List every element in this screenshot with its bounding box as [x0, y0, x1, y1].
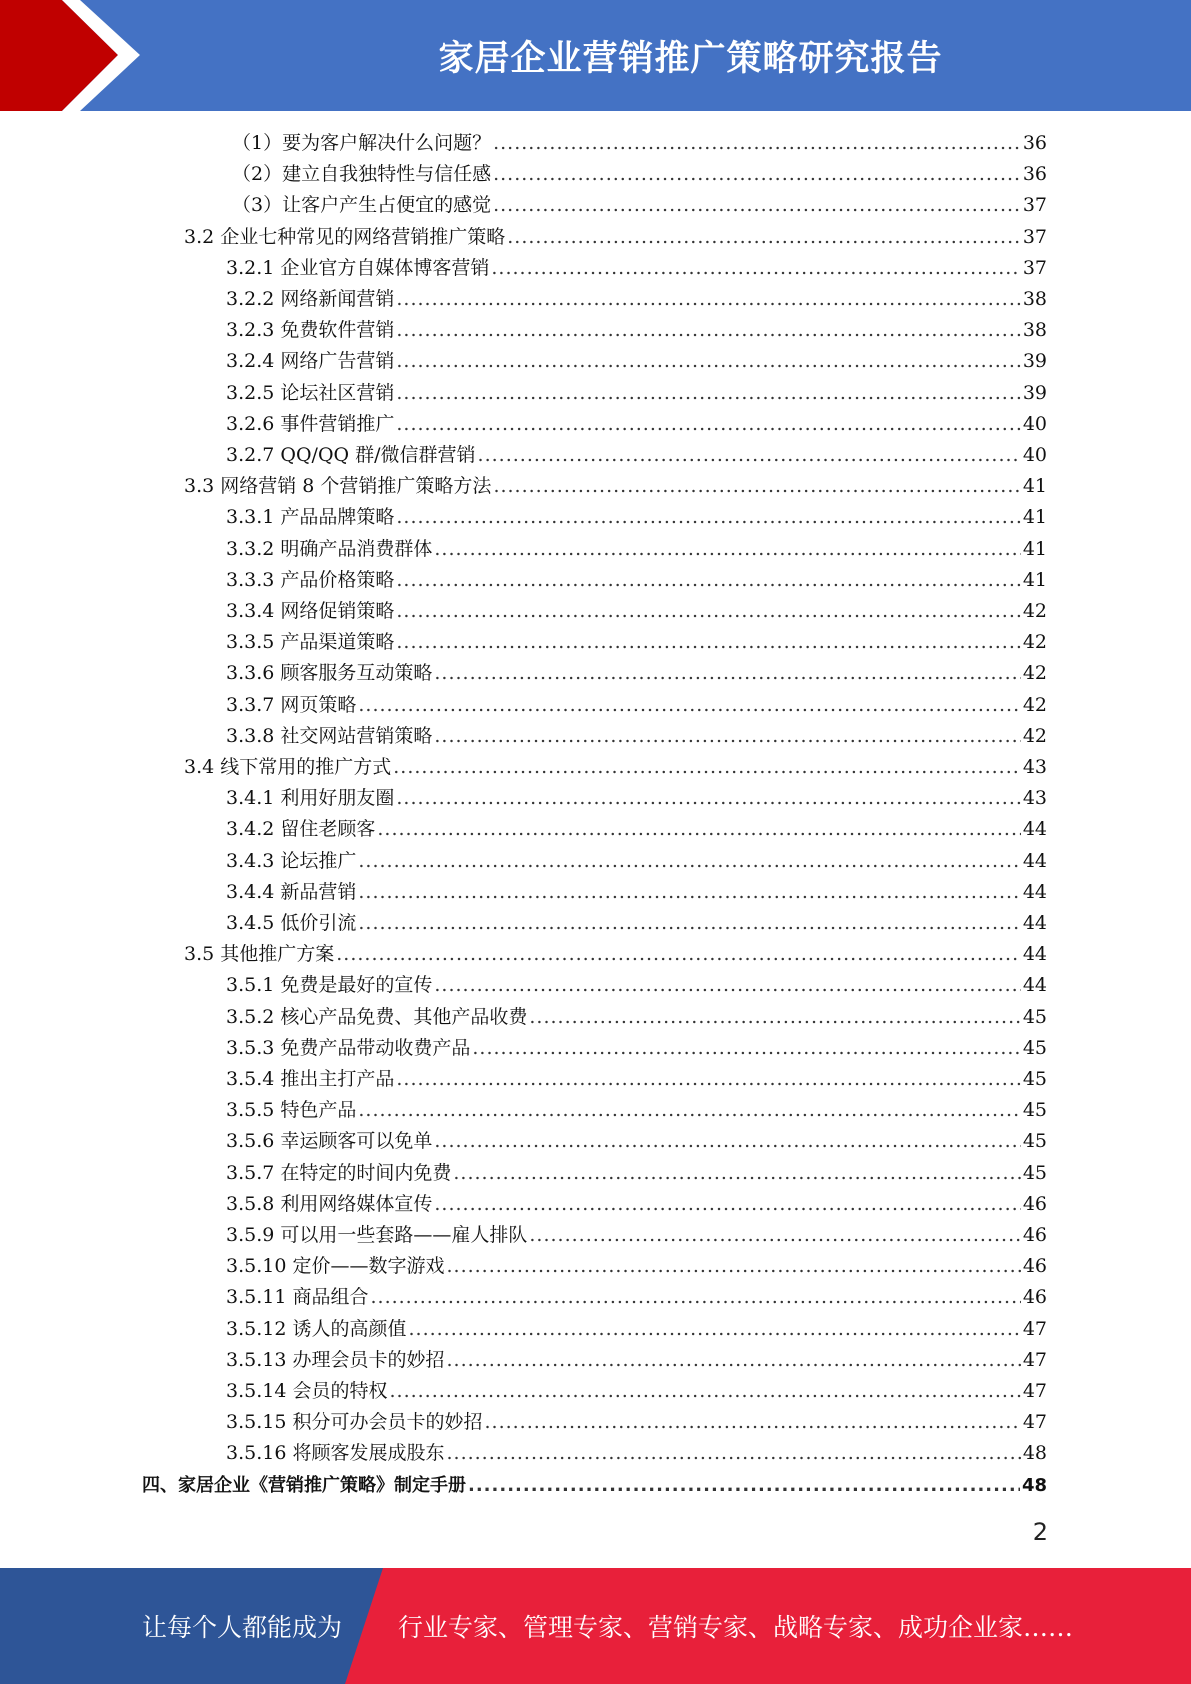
toc-entry-page: 39	[1022, 350, 1047, 372]
toc-entry-page: 41	[1022, 506, 1047, 528]
toc-dot-leader	[396, 502, 1020, 533]
toc-entry-label: 3.4.2 留住老顾客	[226, 818, 376, 840]
toc-entry-page: 40	[1022, 444, 1047, 466]
toc-entry[interactable]	[226, 1002, 1047, 1033]
toc-entry-label: 3.5.5 特色产品	[226, 1099, 357, 1121]
toc-entry-page: 46	[1022, 1255, 1047, 1277]
toc-entry-label: 3.3.2 明确产品消费群体	[226, 538, 433, 560]
toc-entry-page: 36	[1022, 132, 1047, 154]
toc-entry[interactable]	[226, 627, 1047, 658]
toc-entry[interactable]	[184, 752, 1047, 783]
toc-entry-label: 3.5.8 利用网络媒体宣传	[226, 1193, 433, 1215]
toc-entry-label: 3.2.7 QQ/QQ 群/微信群营销	[226, 444, 476, 466]
toc-entry-label: 3.3.1 产品品牌策略	[226, 506, 395, 528]
toc-entry[interactable]	[232, 190, 1047, 221]
toc-entry[interactable]	[184, 471, 1047, 502]
toc-entry-page: 45	[1022, 1006, 1047, 1028]
toc-entry-page: 40	[1022, 413, 1047, 435]
toc-entry-page: 46	[1022, 1193, 1047, 1215]
toc-entry-page: 41	[1022, 475, 1047, 497]
toc-dot-leader	[370, 1282, 1020, 1313]
toc-dot-leader	[396, 346, 1020, 377]
toc-entry[interactable]	[226, 346, 1047, 377]
page-number: 2	[1032, 1518, 1048, 1546]
toc-entry-label: 3.3.4 网络促销策略	[226, 600, 395, 622]
toc-dot-leader	[446, 1438, 1020, 1469]
toc-dot-leader	[358, 908, 1020, 939]
toc-entry-page: 42	[1022, 694, 1047, 716]
toc-entry-page: 48	[1021, 1475, 1047, 1496]
toc-dot-leader	[446, 1251, 1020, 1282]
toc-dot-leader	[396, 627, 1020, 658]
toc-entry-page: 42	[1022, 662, 1047, 684]
toc-dot-leader	[493, 159, 1021, 190]
toc-dot-leader	[389, 1376, 1020, 1407]
toc-entry-label: 3.3.8 社交网站营销策略	[226, 725, 433, 747]
toc-entry-label: 3.5.2 核心产品免费、其他产品收费	[226, 1006, 528, 1028]
toc-dot-leader	[377, 814, 1020, 845]
toc-dot-leader	[434, 721, 1020, 752]
toc-entry-label: 3.5.3 免费产品带动收费产品	[226, 1037, 471, 1059]
toc-entry[interactable]	[232, 128, 1047, 159]
toc-entry[interactable]	[226, 1376, 1047, 1407]
toc-entry[interactable]	[226, 658, 1047, 689]
toc-dot-leader	[358, 846, 1020, 877]
toc-entry[interactable]	[226, 284, 1047, 315]
toc-entry[interactable]	[226, 1095, 1047, 1126]
toc-entry-page: 47	[1022, 1411, 1047, 1433]
toc-entry[interactable]	[226, 1407, 1047, 1438]
toc-entry-page: 47	[1022, 1318, 1047, 1340]
toc-entry-page: 37	[1022, 226, 1047, 248]
toc-dot-leader	[453, 1158, 1020, 1189]
toc-dot-leader	[396, 596, 1020, 627]
toc-entry[interactable]	[226, 440, 1047, 471]
footer-slogan-right: 行业专家、管理专家、营销专家、战略专家、成功企业家……	[398, 1613, 1074, 1642]
toc-dot-leader	[434, 1189, 1020, 1220]
toc-entry[interactable]	[226, 596, 1047, 627]
toc-entry-label: 3.5.9 可以用一些套路——雇人排队	[226, 1224, 528, 1246]
toc-dot-leader	[396, 783, 1020, 814]
toc-entry[interactable]	[226, 846, 1047, 877]
toc-dot-leader	[484, 1407, 1020, 1438]
toc-entry-label: 3.4.4 新品营销	[226, 881, 357, 903]
toc-entry-label: 3.4 线下常用的推广方式	[184, 756, 392, 778]
toc-entry-page: 45	[1022, 1068, 1047, 1090]
toc-entry-page: 45	[1022, 1130, 1047, 1152]
toc-dot-leader	[396, 315, 1020, 346]
toc-dot-leader	[336, 939, 1021, 970]
toc-entry-page: 44	[1022, 912, 1047, 934]
toc-entry-label: 3.2 企业七种常见的网络营销推广策略	[184, 226, 506, 248]
toc-entry-page: 44	[1022, 943, 1047, 965]
toc-entry-page: 43	[1022, 787, 1047, 809]
toc-dot-leader	[478, 440, 1021, 471]
toc-entry[interactable]	[226, 721, 1047, 752]
toc-entry[interactable]	[226, 1438, 1047, 1469]
toc-entry[interactable]	[226, 1158, 1047, 1189]
toc-entry-label: 3.3.6 顾客服务互动策略	[226, 662, 433, 684]
toc-entry-label: 3.5.6 幸运顾客可以免单	[226, 1130, 433, 1152]
toc-entry[interactable]	[226, 502, 1047, 533]
toc-entry-page: 42	[1022, 631, 1047, 653]
toc-dot-leader	[358, 877, 1020, 908]
toc-entry[interactable]	[226, 1314, 1047, 1345]
toc-entry[interactable]	[226, 378, 1047, 409]
toc-entry-page: 37	[1022, 194, 1047, 216]
toc-entry-page: 44	[1022, 974, 1047, 996]
toc-entry[interactable]	[184, 939, 1047, 970]
toc-dot-leader	[507, 222, 1021, 253]
toc-entry[interactable]	[184, 222, 1047, 253]
toc-entry-label: （2）建立自我独特性与信任感	[232, 163, 492, 185]
toc-entry-page: 44	[1022, 881, 1047, 903]
toc-entry[interactable]	[226, 970, 1047, 1001]
toc-entry-label: 四、家居企业《营销推广策略》制定手册	[142, 1475, 466, 1496]
toc-entry-label: 3.2.3 免费软件营销	[226, 319, 395, 341]
toc-entry[interactable]	[226, 1251, 1047, 1282]
toc-dot-leader	[493, 128, 1021, 159]
toc-entry-page: 41	[1022, 569, 1047, 591]
toc-dot-leader	[396, 1064, 1020, 1095]
toc-entry-label: 3.5.1 免费是最好的宣传	[226, 974, 433, 996]
toc-entry-label: 3.5.4 推出主打产品	[226, 1068, 395, 1090]
toc-dot-leader	[472, 1033, 1020, 1064]
toc-dot-leader	[434, 658, 1020, 689]
toc-entry-label: 3.4.5 低价引流	[226, 912, 357, 934]
toc-entry[interactable]	[226, 814, 1047, 845]
toc-entry-label: 3.2.1 企业官方自媒体博客营销	[226, 257, 490, 279]
toc-entry-label: 3.2.6 事件营销推广	[226, 413, 395, 435]
toc-entry-label: 3.5.15 积分可办会员卡的妙招	[226, 1411, 483, 1433]
toc-dot-leader	[358, 690, 1020, 721]
toc-entry-page: 44	[1022, 818, 1047, 840]
toc-dot-leader	[468, 1470, 1020, 1501]
toc-entry-label: 3.5.12 诱人的高颜值	[226, 1318, 407, 1340]
page-header	[0, 0, 1191, 111]
toc-entry-page: 36	[1022, 163, 1047, 185]
toc-dot-leader	[358, 1095, 1020, 1126]
toc-dot-leader	[529, 1002, 1020, 1033]
toc-entry[interactable]	[226, 1220, 1047, 1251]
toc-entry[interactable]	[226, 534, 1047, 565]
toc-entry-label: （1）要为客户解决什么问题？	[232, 132, 492, 154]
toc-dot-leader	[396, 378, 1020, 409]
toc-entry-page: 43	[1022, 756, 1047, 778]
toc-entry-label: 3.2.4 网络广告营销	[226, 350, 395, 372]
toc-entry-page: 42	[1022, 725, 1047, 747]
toc-entry-label: 3.5.7 在特定的时间内免费	[226, 1162, 452, 1184]
toc-entry-label: 3.3 网络营销 8 个营销推广策略方法	[184, 475, 492, 497]
toc-dot-leader	[434, 1126, 1020, 1157]
toc-entry-page: 42	[1022, 600, 1047, 622]
toc-entry-page: 44	[1022, 850, 1047, 872]
toc-entry[interactable]	[226, 1189, 1047, 1220]
toc-entry-page: 39	[1022, 382, 1047, 404]
toc-dot-leader	[396, 409, 1020, 440]
toc-dot-leader	[396, 284, 1020, 315]
toc-entry-label: 3.4.3 论坛推广	[226, 850, 357, 872]
toc-dot-leader	[491, 253, 1020, 284]
toc-entry[interactable]	[226, 1064, 1047, 1095]
toc-entry[interactable]	[226, 253, 1047, 284]
toc-entry-page: 41	[1022, 538, 1047, 560]
toc-dot-leader	[446, 1345, 1020, 1376]
toc-entry-label: 3.2.5 论坛社区营销	[226, 382, 395, 404]
toc-dot-leader	[493, 471, 1020, 502]
toc-entry-page: 46	[1022, 1286, 1047, 1308]
toc-entry[interactable]	[226, 1345, 1047, 1376]
toc-entry-page: 38	[1022, 288, 1047, 310]
toc-entry-page: 45	[1022, 1037, 1047, 1059]
page-footer	[0, 1568, 1191, 1684]
toc-entry[interactable]	[226, 1033, 1047, 1064]
toc-entry-page: 45	[1022, 1099, 1047, 1121]
toc-dot-leader	[396, 565, 1020, 596]
footer-slogan-left: 让每个人都能成为	[142, 1613, 343, 1642]
toc-entry[interactable]	[142, 1470, 1047, 1501]
toc-entry-page: 45	[1022, 1162, 1047, 1184]
toc-entry-label: 3.5 其他推广方案	[184, 943, 335, 965]
toc-entry-page: 48	[1022, 1442, 1047, 1464]
toc-entry-page: 37	[1022, 257, 1047, 279]
toc-dot-leader	[529, 1220, 1020, 1251]
toc-entry-label: 3.3.3 产品价格策略	[226, 569, 395, 591]
toc-entry-label: 3.5.16 将顾客发展成股东	[226, 1442, 445, 1464]
toc-dot-leader	[493, 190, 1021, 221]
toc-entry[interactable]	[226, 877, 1047, 908]
toc-entry-label: 3.5.13 办理会员卡的妙招	[226, 1349, 445, 1371]
toc-entry[interactable]	[232, 159, 1047, 190]
toc-dot-leader	[434, 534, 1020, 565]
toc-entry[interactable]	[226, 1126, 1047, 1157]
toc-entry-label: 3.2.2 网络新闻营销	[226, 288, 395, 310]
toc-entry-label: 3.5.11 商品组合	[226, 1286, 369, 1308]
toc-dot-leader	[393, 752, 1021, 783]
toc-entry[interactable]	[226, 315, 1047, 346]
toc-entry-label: 3.4.1 利用好朋友圈	[226, 787, 395, 809]
toc-entry-page: 47	[1022, 1380, 1047, 1402]
toc-entry-label: 3.5.14 会员的特权	[226, 1380, 388, 1402]
toc-dot-leader	[434, 970, 1020, 1001]
toc-entry-label: 3.3.7 网页策略	[226, 694, 357, 716]
toc-entry[interactable]	[226, 690, 1047, 721]
toc-entry-page: 46	[1022, 1224, 1047, 1246]
toc-dot-leader	[408, 1314, 1020, 1345]
toc-entry-page: 38	[1022, 319, 1047, 341]
toc-entry-label: 3.5.10 定价——数字游戏	[226, 1255, 445, 1277]
toc-entry[interactable]	[226, 783, 1047, 814]
toc-entry-page: 47	[1022, 1349, 1047, 1371]
toc-entry-label: 3.3.5 产品渠道策略	[226, 631, 395, 653]
toc-entry[interactable]	[226, 565, 1047, 596]
toc-entry[interactable]	[226, 908, 1047, 939]
toc-entry[interactable]	[226, 1282, 1047, 1313]
header-chevron-decoration	[0, 0, 150, 111]
toc-entry-label: （3）让客户产生占便宜的感觉	[232, 194, 492, 216]
toc-entry[interactable]	[226, 409, 1047, 440]
report-title: 家居企业营销推广策略研究报告	[438, 38, 943, 79]
